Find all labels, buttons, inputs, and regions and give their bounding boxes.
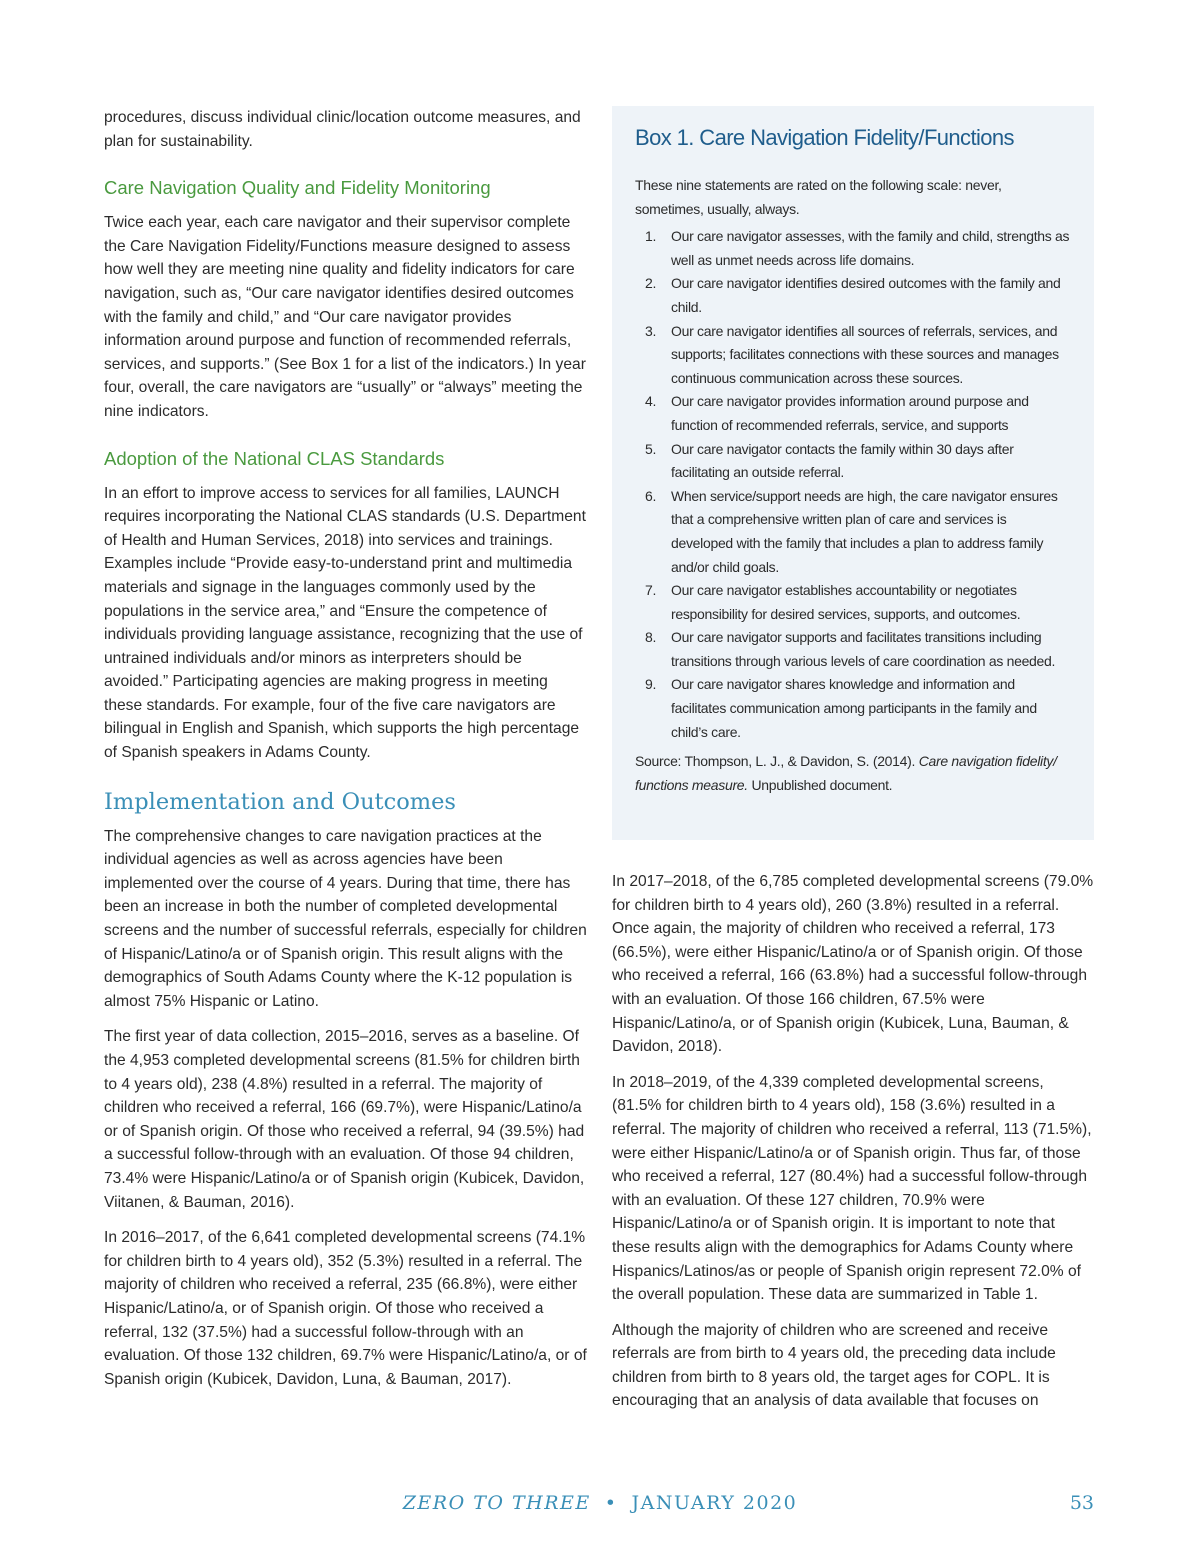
box-title: Box 1. Care Navigation Fidelity/Functions <box>635 125 1014 150</box>
subheading-clas-standards: Adoption of the National CLAS Standards <box>104 447 445 469</box>
page-number: 53 <box>1069 1492 1094 1514</box>
paragraph-clas: In an effort to improve access to services for all families, LAUNCH requires incorporating the National CLAS standards (U.S. Department of Health and Human Services, 2018) into services and trainings. Examples include “Provide easy-to-understand print and multimedia materials and signage in the languages commonly used by the populations in the service area,” and “Ensure the competence of individuals providing language assistance, recognizing that the use of untrained individuals and/or minors as interpreters should be avoided.” Participating agencies are making progress in meeting these standards. For example, four of the five care navigators are bilingual in English and Spanish, which supports the high percentage of Spanish speakers in Adams County. <box>104 484 586 762</box>
right-column <box>612 870 1096 1425</box>
page-footer <box>0 1488 1200 1518</box>
sidebar-box <box>612 106 1094 840</box>
list-item: 6. When service/support needs are high, the care navigator ensures that a comprehensive written plan of care and services is developed with the family that includes a plan to address family and/or child goals. <box>645 487 1058 575</box>
paragraph-age-range: Although the majority of children who are screened and receive referrals are from birth to 4 years old, the preceding data include children from birth to 8 years old, the target ages for COPL. It is encouraging that an analysis of data available that focuses on <box>612 1321 1056 1410</box>
paragraph-2016-2017: In 2016–2017, of the 6,641 completed developmental screens (74.1% for children birth to 4 years old), 352 (5.3%) resulted in a referral. The majority of children who received a referral, 235 (66.8%), were either Hispanic/Latino/a, or of Spanish origin. Of those who received a referral, 132 (37.5%) had a successful follow-through with an evaluation. Of those 132 children, 69.7% were Hispanic/Latino/a, or of Spanish origin (Kubicek, Davidon, Luna, & Bauman, 2017). <box>104 1229 587 1388</box>
paragraph-2017-2018: In 2017–2018, of the 6,785 completed developmental screens (79.0% for children birth to 4 years old), 260 (3.8%) resulted in a referral. Once again, the majority of children who received a referral, 173 (66.5%), were either Hispanic/Latino/a or of Spanish origin. Of those who received a referral, 166 (63.8%) had a successful follow-through with an evaluation. Of those 166 children, 67.5% were Hispanic/Latino/a, or of Spanish origin (Kubicek, Luna, Bauman, & Davidon, 2018). <box>612 873 1094 1056</box>
box-source: Source: Thompson, L. J., & Davidon, S. (2014). Care navigation fidelity/ functions measure. Unpublished document. <box>635 753 1057 793</box>
paragraph-implementation: The comprehensive changes to care navigation practices at the individual agencies as well as across agencies have been implemented over the course of 4 years. During that time, there has been an increase in both the number of completed developmental screens and the number of successful referrals, especially for children of Hispanic/Latino/a or of Spanish origin. This result aligns with the demographics of South Adams County where the K-12 population is almost 75% Hispanic or Latino. <box>104 827 587 1010</box>
subheading-fidelity-monitoring: Care Navigation Quality and Fidelity Monitoring <box>104 177 491 199</box>
box-intro: These nine statements are rated on the following scale: never, sometimes, usually, always. <box>635 177 1002 217</box>
list-item: 8. Our care navigator supports and facilitates transitions including transitions through various levels of care coordination as needed. <box>645 629 1056 669</box>
left-column <box>104 106 590 1403</box>
list-item: 9. Our care navigator shares knowledge and information and facilitates communication among participants in the family and child’s care. <box>645 676 1037 740</box>
footer-publication <box>0 1488 1200 1518</box>
list-item: 5. Our care navigator contacts the family within 30 days after facilitating an outside referral. <box>645 440 1014 481</box>
list-item: 4. Our care navigator provides information around purpose and function of recommended referrals, service, and supports <box>645 393 1029 433</box>
paragraph-continuation: procedures, discuss individual clinic/location outcome measures, and plan for sustainability. <box>104 109 581 150</box>
footer-separator: • <box>604 1492 618 1514</box>
paragraph-baseline: The first year of data collection, 2015–2016, serves as a baseline. Of the 4,953 completed developmental screens (81.5% for children birth to 4 years old), 238 (4.8%) resulted in a referral. The majority of children who received a referral, 166 (69.7%), were Hispanic/Latino/a or of Spanish origin. Of those who received a referral, 94 (39.5%) had a successful follow-through with an evaluation. Of those 94 children, 73.4% were Hispanic/Latino/a or of Spanish origin (Kubicek, Davidon, Viitanen, & Bauman, 2016). <box>104 1028 585 1211</box>
list-item: 1. Our care navigator assesses, with the family and child, strengths as well as unmet needs across life domains. <box>645 228 1070 268</box>
list-item: 3. Our care navigator identifies all sources of referrals, services, and supports; facilitates connections with these sources and manages continuous communication across these sources. <box>645 322 1059 386</box>
list-item: 7. Our care navigator establishes accountability or negotiates responsibility for desired services, supports, and outcomes. <box>645 582 1021 622</box>
paragraph-2018-2019: In 2018–2019, of the 4,339 completed developmental screens, (81.5% for children birth to 4 years old), 158 (3.6%) resulted in a referral. The majority of children who received a referral, 113 (71.5%), were either Hispanic/Latino/a or of Spanish origin. Thus far, of those who received a referral, 127 (80.4%) had a successful follow-through with an evaluation. Of these 127 children, 70.9% were Hispanic/Latino/a or of Spanish origin. It is important to note that these results align with the demographics for Adams County where Hispanics/Latinos/as or people of Spanish origin represent 72.0% of the overall population. These data are summarized in Table 1. <box>612 1073 1092 1304</box>
box-list <box>635 225 1070 744</box>
footer-title: ZERO TO THREE <box>402 1492 591 1514</box>
footer-date: JANUARY 2020 <box>631 1492 798 1514</box>
paragraph-fidelity: Twice each year, each care navigator and their supervisor complete the Care Navigation Fidelity/Functions measure designed to assess how well they are meeting nine quality and fidelity indicators for care navigation, such as, “Our care navigator identifies desired outcomes with the family and child,” and “Our care navigator provides information around purpose and function of recommended referrals, services, and supports.” (See Box 1 for a list of the indicators.) In year four, overall, the care navigators are “usually” or “always” meeting the nine indicators. <box>104 214 586 420</box>
list-item: 2. Our care navigator identifies desired outcomes with the family and child. <box>645 275 1061 315</box>
section-heading-implementation: Implementation and Outcomes <box>104 788 456 815</box>
